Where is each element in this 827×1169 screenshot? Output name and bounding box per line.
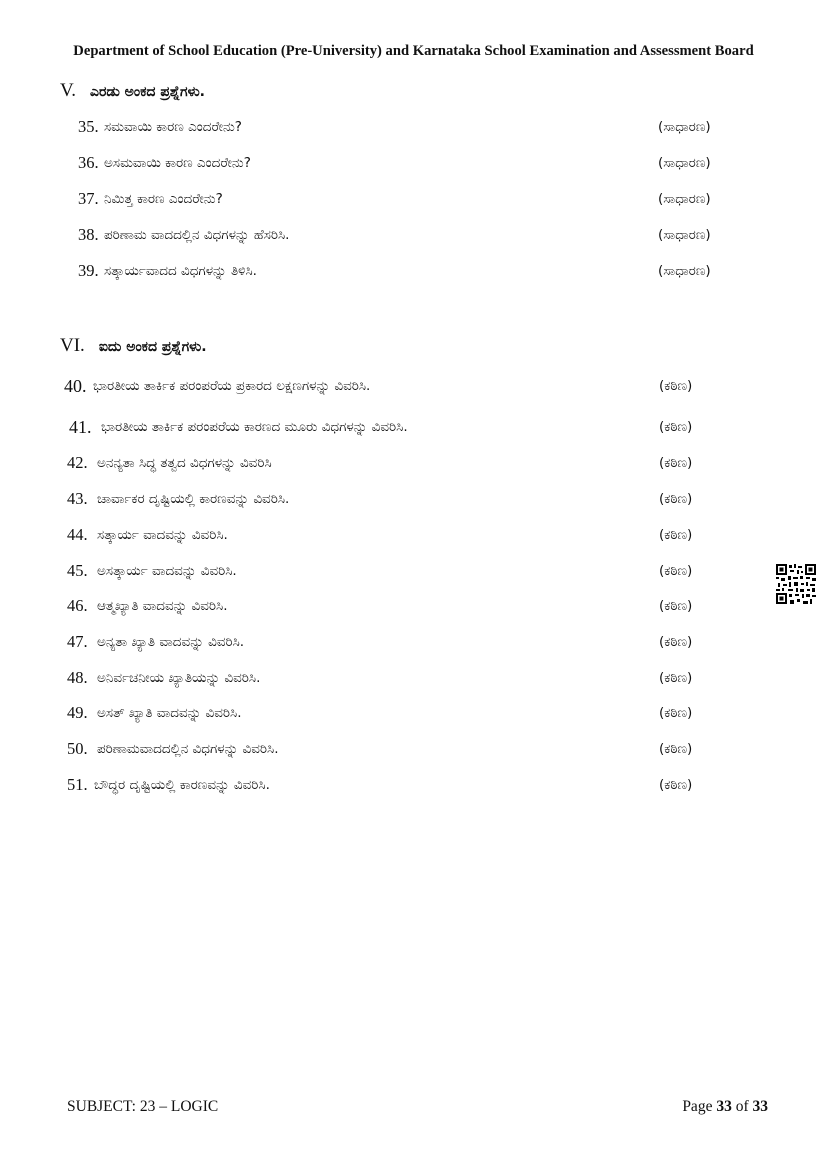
question-row <box>0 225 827 249</box>
page-current: 33 <box>716 1098 732 1115</box>
question-number: 40. <box>64 376 87 396</box>
question-row <box>0 376 827 400</box>
question-row <box>0 668 827 692</box>
question-text: ಭಾರತೀಯ ತಾರ್ಕಿಕ ಪರಂಪರೆಯ ಕಾರಣದ ಮೂರು ವಿಧಗಳನ್ನು ವಿವರಿಸಿ. <box>101 419 408 435</box>
section-heading: ಎರಡು ಅಂಕದ ಪ್ರಶ್ನೆಗಳು. <box>90 84 205 100</box>
question-number: 46. <box>67 596 88 615</box>
difficulty-label: (ಕಠಿಣ) <box>659 419 693 435</box>
question-text: ಬೌದ್ಧರ ದೃಷ್ಟಿಯಲ್ಲಿ ಕಾರಣವನ್ನು ವಿವರಿಸಿ. <box>94 777 270 793</box>
question-row <box>0 632 827 656</box>
section-numeral: VI. <box>60 335 85 356</box>
qr-code-icon <box>776 564 816 604</box>
difficulty-label: (ಕಠಿಣ) <box>659 634 693 650</box>
difficulty-label: (ಕಠಿಣ) <box>659 563 693 579</box>
question-number: 42. <box>67 453 88 472</box>
question-text: ಆತ್ಮಖ್ಯಾತಿ ವಾದವನ್ನು ವಿವರಿಸಿ. <box>97 598 228 614</box>
question-row <box>0 525 827 549</box>
question-number: 50. <box>67 739 88 758</box>
difficulty-label: (ಸಾಧಾರಣ) <box>658 155 711 171</box>
question-row <box>0 561 827 585</box>
difficulty-label: (ಕಠಿಣ) <box>659 670 693 686</box>
footer-page-number <box>682 1098 768 1116</box>
question-number: 35. <box>78 117 99 136</box>
difficulty-label: (ಕಠಿಣ) <box>659 777 693 793</box>
question-row <box>0 189 827 213</box>
question-row <box>0 417 827 441</box>
question-number: 49. <box>67 703 88 722</box>
question-text: ಸತ್ಕಾರ್ಯ ವಾದವನ್ನು ವಿವರಿಸಿ. <box>97 527 228 543</box>
question-row <box>0 117 827 141</box>
question-text: ಅಸಮವಾಯಿ ಕಾರಣ ಎಂದರೇನು? <box>104 155 251 171</box>
question-number: 36. <box>78 153 99 172</box>
question-text: ಪರಿಣಾಮ ವಾದದಲ್ಲಿನ ವಿಧಗಳನ್ನು ಹೆಸರಿಸಿ. <box>104 227 290 243</box>
question-row <box>0 703 827 727</box>
question-text: ಚಾರ್ವಾಕರ ದೃಷ್ಟಿಯಲ್ಲಿ ಕಾರಣವನ್ನು ವಿವರಿಸಿ. <box>97 491 290 507</box>
question-row <box>0 489 827 513</box>
difficulty-label: (ಸಾಧಾರಣ) <box>658 191 711 207</box>
question-text: ಅಸತ್ಕಾರ್ಯ ವಾದವನ್ನು ವಿವರಿಸಿ. <box>97 563 237 579</box>
page-label: Page <box>682 1098 713 1115</box>
question-text: ನಿಮಿತ್ತ ಕಾರಣ ಎಂದರೇನು? <box>104 191 223 207</box>
question-number: 37. <box>78 189 99 208</box>
difficulty-label: (ಸಾಧಾರಣ) <box>658 227 711 243</box>
question-number: 43. <box>67 489 88 508</box>
difficulty-label: (ಸಾಧಾರಣ) <box>658 263 711 279</box>
difficulty-label: (ಕಠಿಣ) <box>659 705 693 721</box>
question-row <box>0 153 827 177</box>
question-text: ಭಾರತೀಯ ತಾರ್ಕಿಕ ಪರಂಪರೆಯ ಪ್ರಕಾರದ ಲಕ್ಷಣಗಳನ್ನು ವಿವರಿಸಿ. <box>93 378 371 394</box>
footer-subject: SUBJECT: 23 – LOGIC <box>67 1098 219 1115</box>
question-text: ಸತ್ಕಾರ್ಯವಾದದ ವಿಧಗಳನ್ನು ತಿಳಿಸಿ. <box>104 263 257 279</box>
page-header: Department of School Education (Pre-University) and Karnataka School Examination and Assessment Board <box>73 43 754 59</box>
difficulty-label: (ಕಠಿಣ) <box>659 455 693 471</box>
difficulty-label: (ಕಠಿಣ) <box>659 527 693 543</box>
question-number: 47. <box>67 632 88 651</box>
question-number: 45. <box>67 561 88 580</box>
question-number: 51. <box>67 775 88 794</box>
difficulty-label: (ಸಾಧಾರಣ) <box>658 119 711 135</box>
question-number: 48. <box>67 668 88 687</box>
question-row <box>0 739 827 763</box>
question-text: ಅನಿರ್ವಚನೀಯ ಖ್ಯಾತಿಯನ್ನು ವಿವರಿಸಿ. <box>97 670 261 686</box>
section-title-vi <box>60 335 207 357</box>
question-row <box>0 596 827 620</box>
question-number: 41. <box>69 417 92 437</box>
question-number: 38. <box>78 225 99 244</box>
question-text: ಪರಿಣಾಮವಾದದಲ್ಲಿನ ವಿಧಗಳನ್ನು ವಿವರಿಸಿ. <box>97 741 279 757</box>
page-total: 33 <box>752 1098 768 1115</box>
section-heading: ಐದು ಅಂಕದ ಪ್ರಶ್ನೆಗಳು. <box>98 339 207 355</box>
question-text: ಸಮವಾಯಿ ಕಾರಣ ಎಂದರೇನು? <box>104 119 242 135</box>
question-row <box>0 453 827 477</box>
difficulty-label: (ಕಠಿಣ) <box>659 491 693 507</box>
difficulty-label: (ಕಠಿಣ) <box>659 741 693 757</box>
question-text: ಅನ್ಯತಾ ಖ್ಯಾತಿ ವಾದವನ್ನು ವಿವರಿಸಿ. <box>97 634 245 650</box>
section-title-v <box>60 80 205 102</box>
page-of: of <box>735 1098 749 1115</box>
question-number: 39. <box>78 261 99 280</box>
question-row <box>0 775 827 799</box>
question-text: ಅಸತ್ ಖ್ಯಾತಿ ವಾದವನ್ನು ವಿವರಿಸಿ. <box>97 705 242 721</box>
question-text: ಅನನ್ಯತಾ ಸಿದ್ಧ ತತ್ವದ ವಿಧಗಳನ್ನು ವಿವರಿಸಿ <box>97 455 272 471</box>
section-numeral: V. <box>60 80 77 101</box>
difficulty-label: (ಕಠಿಣ) <box>659 378 693 394</box>
difficulty-label: (ಕಠಿಣ) <box>659 598 693 614</box>
question-number: 44. <box>67 525 88 544</box>
question-row <box>0 261 827 285</box>
